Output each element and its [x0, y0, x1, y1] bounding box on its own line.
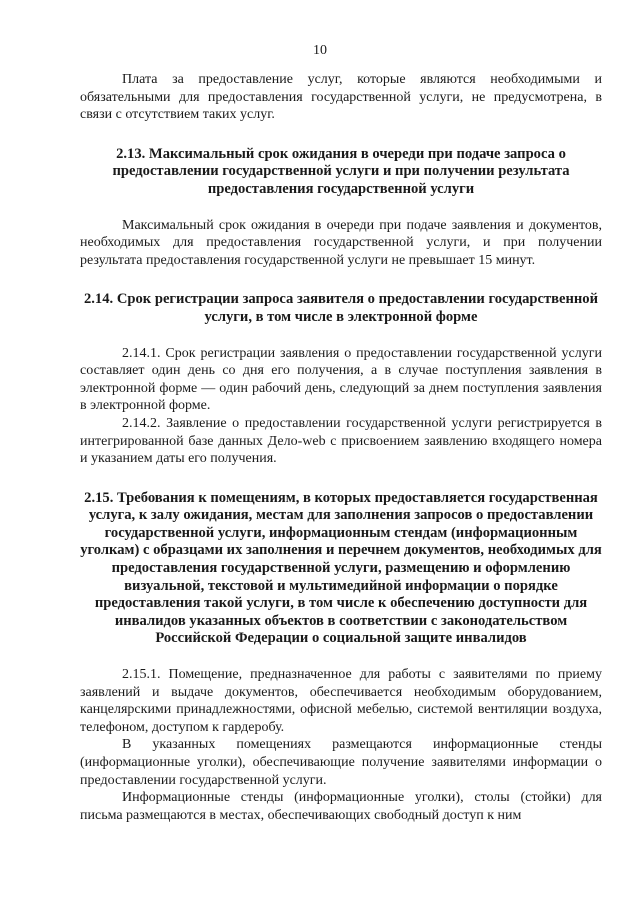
section-2-13-heading: 2.13. Максимальный срок ожидания в очереди при подаче запроса о предоставлении государственной услуги и при получении результата предоставления государственной услуги [112, 145, 570, 197]
page-number: 10 [313, 43, 327, 58]
section-2-14-2-paragraph: 2.14.2. Заявление о предоставлении государственной услуги регистрируется в интегрированной базе данных Дело-web с присвоением заявлению входящего номера и указанием даты его получения. [80, 415, 602, 467]
desks-paragraph: Информационные стенды (информационные уголки), столы (стойки) для письма размещаются в местах, обеспечивающих свободный доступ к ним [80, 790, 602, 823]
section-2-14-1-paragraph: 2.14.1. Срок регистрации заявления о предоставлении государственной услуги составляет один день со дня его получения, а в случае поступления заявления в электронной форме — один рабочий день, следующий за днем поступления заявления в электронной форме. [80, 345, 602, 414]
section-2-13-paragraph: Максимальный срок ожидания в очереди при подаче заявления и документов, необходимых для предоставления государственной услуги, и при получении результата предоставления государственной услуги не превышает 15 минут. [80, 217, 602, 268]
section-2-14-heading: 2.14. Срок регистрации запроса заявителя о предоставлении государственной услуги, в том числе в электронной форме [83, 291, 599, 325]
section-2-15-1-paragraph: 2.15.1. Помещение, предназначенное для работы с заявителями по приему заявлений и выдаче документов, обеспечивается необходимым оборудованием, канцелярскими принадлежностями, офисной мебелью, системой вентиляции воздуха, телефоном, доступом к гардеробу. [80, 667, 602, 735]
section-2-15-heading: 2.15. Требования к помещениям, в которых предоставляется государственная услуга, к залу ожидания, местам для заполнения запросов о предоставлении государственной услуги, информационным стендам (информационным уголкам) с образцами их заполнения и перечнем документов, необходимых для предоставления государственной услуги, размещению и оформлению визуальной, текстовой и мультимедийной информации о порядке предоставления такой услуги, в том числе к обеспечению доступности для инвалидов указанных объектов в соответствии с законодательством Российской Федерации о социальной защите инвалидов [80, 489, 602, 647]
information-stands-paragraph: В указанных помещениях размещаются информационные стенды (информационные уголки), обеспечивающие получение заявителями информации о предоставлении государственной услуги. [80, 737, 602, 788]
document-body [80, 71, 602, 824]
fee-paragraph: Плата за предоставление услуг, которые являются необходимыми и обязательными для предоставления государственной услуги, не предусмотрена, в связи с отсутствием таких услуг. [80, 72, 602, 123]
